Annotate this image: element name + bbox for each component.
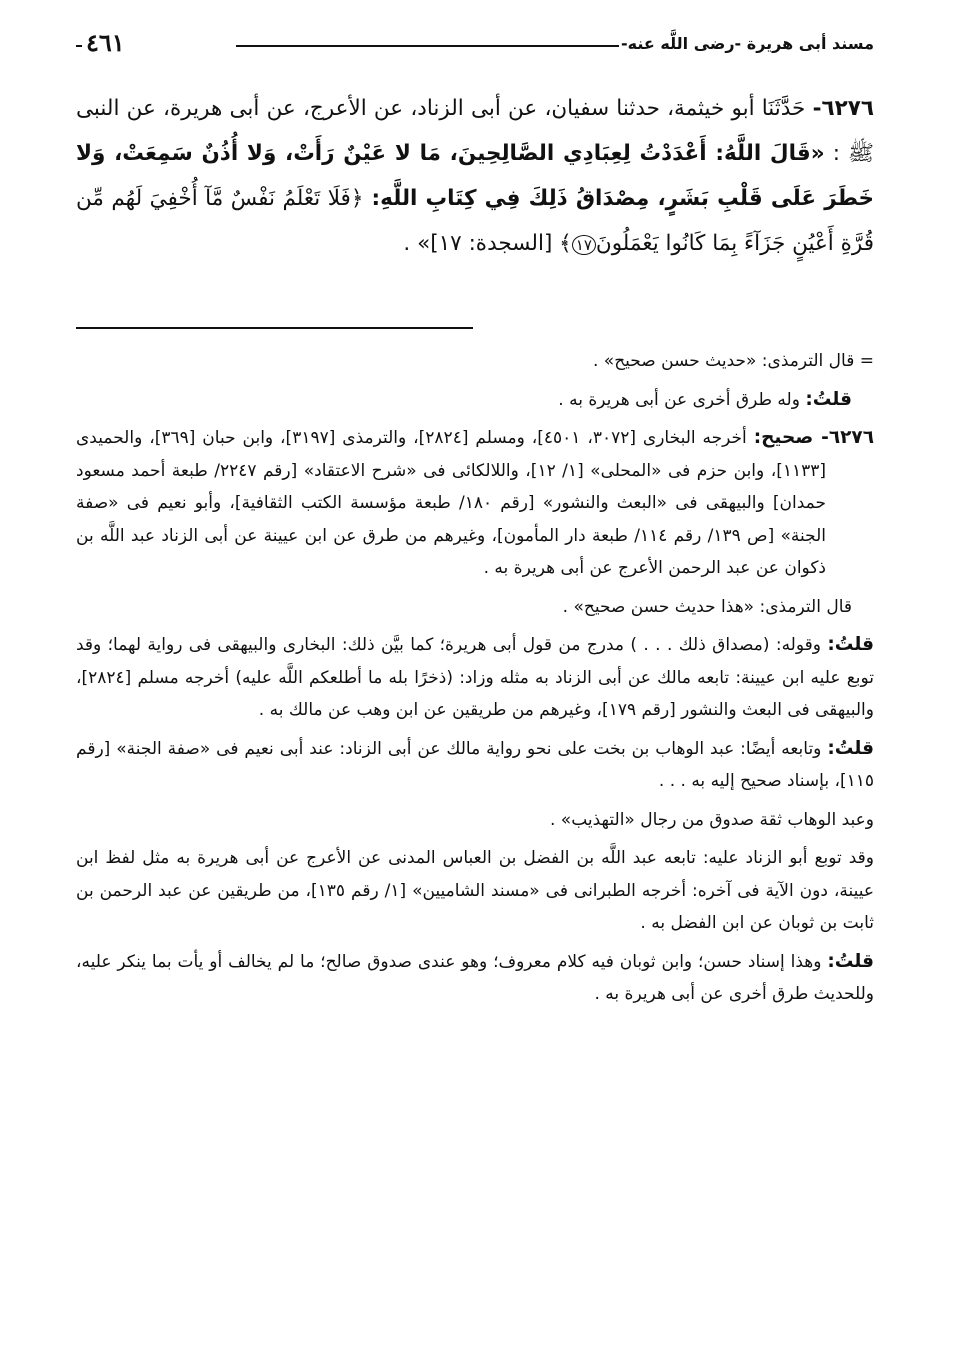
prophet-quote: «قَالَ اللَّهُ: أَعْدَدْتُ لِعِبَادِي الصَّالِحِينَ، مَا لا عَيْنٌ رَأَتْ، وَلا أُذُنٌ سَمِعَتْ، وَلا خَطَرَ عَلَى قَلْبِ بَشَرٍ، مِصْدَاقُ ذَلِكَ فِي كِتَابِ اللَّهِ: [76, 141, 875, 211]
footnote-text: وهذا إسناد حسن؛ وابن ثوبان فيه كلام معروف؛ وهو عندى صدوق صالح؛ ما لم يخالف أو يأت بما ينكر عليه، وللحديث طرق أخرى عن أبى هريرة به . [76, 951, 874, 1004]
footnote-text: وتابعه أيضًا: عبد الوهاب بن بخت على نحو رواية مالك عن أبى الزناد: عند أبى نعيم فى «صفة الجنة» [رقم ١١٥]، بإسناد صحيح إليه به . . . [76, 738, 874, 791]
quran-verse: ﴿فَلَا تَعْلَمُ نَفْسٌ مَّآ أُخْفِيَ لَهُم مِّن قُرَّةِ أَعْيُنٍ جَزَآءً بِمَا كَانُوا يَعْمَلُونَ [76, 186, 874, 256]
hadith-number: ٦٢٧٦- [812, 96, 874, 121]
ayah-number-mark: ١٧ [572, 235, 596, 255]
takhrij-label: ٦٢٧٦- صحيح: [753, 427, 875, 448]
book-page [76, 0, 874, 1345]
footnote-paragraph: وعبد الوهاب ثقة صدوق من رجال «التهذيب» . [550, 809, 874, 830]
footnote-paragraph: قال الترمذى: «هذا حديث حسن صحيح» . [562, 596, 852, 617]
header-rule-left [76, 45, 82, 47]
hadith-chain: حَدَّثَنَا أبو خيثمة، حدثنا سفيان، عن أبى الزناد، عن الأعرج، عن أبى هريرة، عن النبى ﷺ : [76, 96, 874, 166]
running-header [76, 28, 874, 64]
footnote-paragraph [76, 629, 874, 727]
header-title: مسند أبى هريرة -رضى اللَّه عنه- [621, 34, 874, 53]
header-rule [236, 45, 619, 47]
page-number: ٤٦١ [86, 28, 125, 57]
takhrij-text: أخرجه البخارى [٣٠٧٢، ٤٥٠١]، ومسلم [٢٨٢٤]، والترمذى [٣١٩٧]، وابن حبان [٣٦٩]، والحميدى [١١٣٣]، وابن حزم فى «المحلى» [١/ ١٢]، واللالكائى فى «شرح الاعتقاد» [رقم ٢٢٤٧/ طبعة أحمد مسعود حمدان] والبيهقى فى «البعث والنشور» [رقم ١٨٠/ طبعة مؤسسة الكتب الثقافية]، وأبو نعيم فى «صفة الجنة» [ص ١٣٩/ رقم ١١٤/ طبعة دار المأمون]، وغيرهم من طرق عن ابن عيينة عن أبى الزناد عبد اللَّه بن ذكوان عن عبد الرحمن الأعرج عن أبى هريرة به . [76, 428, 827, 578]
footnote-paragraph: وقد توبع أبو الزناد عليه: تابعه عبد اللَّه بن الفضل بن العباس المدنى عن الأعرج عن أبى هريرة به مثل لفظ ابن عيينة، دون الآية فى آخره: أخرجه الطبرانى فى «مسند الشاميين» [١/ رقم ١٣٥]، من طريقين عن عبد الرحمن بن ثابت بن ثوبان عن ابن الفضل به . [76, 848, 874, 933]
takhrij-paragraph [76, 422, 874, 585]
quran-reference: [السجدة: ١٧]» . [403, 231, 560, 256]
hadith-main-text [76, 86, 874, 268]
quran-close-bracket: ﴾ [559, 231, 572, 256]
footnote-label: قلتُ: [827, 634, 874, 655]
footnote-paragraph [76, 384, 874, 417]
footnote-label: قلتُ: [805, 388, 852, 410]
footnote-separator [76, 327, 473, 329]
footnote-paragraph [76, 946, 874, 1011]
footnote-paragraph [76, 733, 874, 798]
footnote-text: وله طرق أخرى عن أبى هريرة به . [558, 389, 806, 410]
footnote-continuation: = قال الترمذى: «حديث حسن صحيح» . [593, 351, 874, 371]
footnotes [76, 345, 874, 1017]
footnote-label: قلتُ: [827, 737, 874, 759]
footnote-label: قلتُ: [827, 950, 874, 972]
footnote-text: وقوله: (مصداق ذلك . . . ) مدرج من قول أبى هريرة؛ كما بيَّن ذلك: البخارى والبيهقى فى رواية لهما؛ وقد توبع عليه ابن عيينة: تابعه مالك عن أبى الزناد به مثله وزاد: (ذخرًا بله ما أطلعكم اللَّه عليه) أخرجه مسلم [٢٨٢٤]، والبيهقى فى البعث والنشور [رقم ١٧٩]، وغيرهم من طريقين عن ابن وهب عن مالك به . [76, 635, 874, 720]
